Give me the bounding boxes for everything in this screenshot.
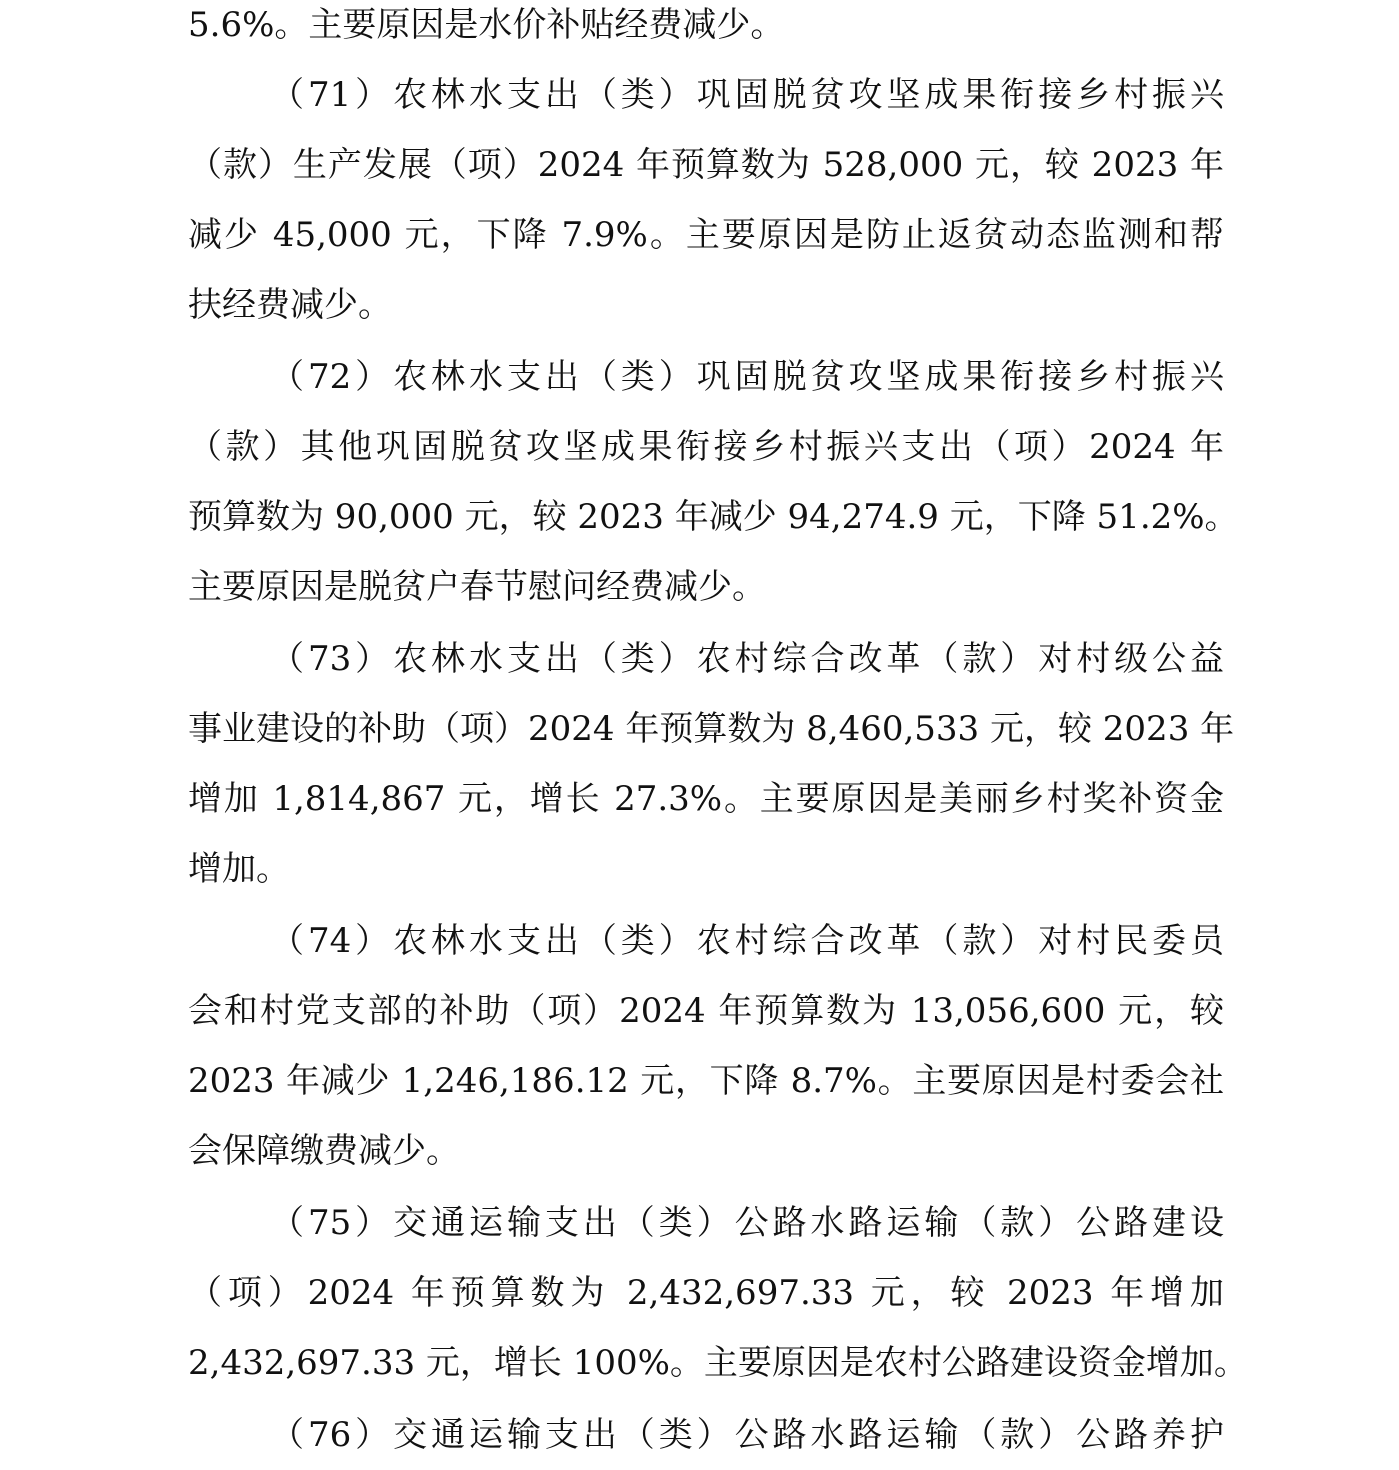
text-line: 增加 1,814,867 元，增长 27.3%。主要原因是美丽乡村奖补资金 [188, 779, 1224, 819]
text-line: 主要原因是脱贫户春节慰问经费减少。 [188, 567, 766, 607]
paragraph-76-start: （76）交通运输支出（类）公路水路运输（款）公路养护 [270, 1415, 1224, 1455]
text-line: （款）其他巩固脱贫攻坚成果衔接乡村振兴支出（项）2024 年 [188, 427, 1224, 467]
text-line: 会保障缴费减少。 [188, 1131, 460, 1171]
text-line: （款）生产发展（项）2024 年预算数为 528,000 元，较 2023 年 [188, 145, 1224, 185]
text-line: （项）2024 年预算数为 2,432,697.33 元，较 2023 年增加 [188, 1273, 1224, 1313]
text-line: 增加。 [188, 849, 290, 889]
text-line: 预算数为 90,000 元，较 2023 年减少 94,274.9 元，下降 51.2%。 [188, 497, 1239, 537]
text-line: 5.6%。主要原因是水价补贴经费减少。 [188, 5, 785, 45]
paragraph-71-start: （71）农林水支出（类）巩固脱贫攻坚成果衔接乡村振兴 [270, 75, 1224, 115]
text-line: 会和村党支部的补助（项）2024 年预算数为 13,056,600 元，较 [188, 991, 1224, 1031]
text-line: 减少 45,000 元，下降 7.9%。主要原因是防止返贫动态监测和帮 [188, 215, 1224, 255]
text-line: 2023 年减少 1,246,186.12 元，下降 8.7%。主要原因是村委会社 [188, 1061, 1224, 1101]
text-line: 扶经费减少。 [188, 285, 392, 325]
paragraph-73-start: （73）农林水支出（类）农村综合改革（款）对村级公益 [270, 639, 1224, 679]
paragraph-75-start: （75）交通运输支出（类）公路水路运输（款）公路建设 [270, 1203, 1224, 1243]
paragraph-72-start: （72）农林水支出（类）巩固脱贫攻坚成果衔接乡村振兴 [270, 357, 1224, 397]
text-line: 事业建设的补助（项）2024 年预算数为 8,460,533 元，较 2023 年 [188, 709, 1235, 749]
paragraph-74-start: （74）农林水支出（类）农村综合改革（款）对村民委员 [270, 921, 1224, 961]
text-line: 2,432,697.33 元，增长 100%。主要原因是农村公路建设资金增加。 [188, 1343, 1248, 1383]
